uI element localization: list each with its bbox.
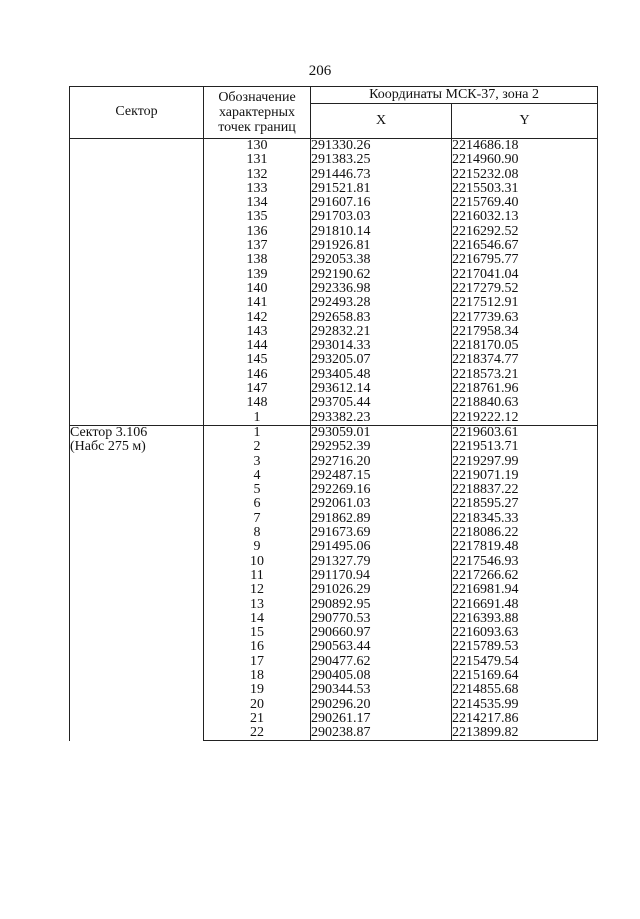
point-number: 138 — [204, 253, 311, 267]
x-coordinate: 293205.07 — [311, 353, 452, 367]
point-number: 143 — [204, 325, 311, 339]
header-coordinates-title: Координаты МСК-37, зона 2 — [311, 87, 598, 104]
y-coordinate: 2217739.63 — [452, 311, 598, 325]
point-number: 3 — [204, 455, 311, 469]
x-coordinate: 292269.16 — [311, 483, 452, 497]
x-coordinate: 292493.28 — [311, 296, 452, 310]
point-number: 17 — [204, 655, 311, 669]
y-coordinate: 2218345.33 — [452, 512, 598, 526]
point-number: 19 — [204, 683, 311, 697]
x-coordinate: 290296.20 — [311, 698, 452, 712]
point-number: 136 — [204, 225, 311, 239]
point-number: 141 — [204, 296, 311, 310]
point-number: 142 — [204, 311, 311, 325]
y-coordinate: 2214535.99 — [452, 698, 598, 712]
x-coordinate: 290238.87 — [311, 726, 452, 741]
x-coordinate: 291170.94 — [311, 569, 452, 583]
x-coordinate: 292832.21 — [311, 325, 452, 339]
sector-cell — [70, 139, 204, 426]
point-number: 131 — [204, 153, 311, 167]
y-coordinate: 2216691.48 — [452, 598, 598, 612]
y-coordinate: 2217266.62 — [452, 569, 598, 583]
point-number: 147 — [204, 382, 311, 396]
y-coordinate: 2216546.67 — [452, 239, 598, 253]
x-coordinate: 292716.20 — [311, 455, 452, 469]
x-coordinate: 290405.08 — [311, 669, 452, 683]
x-coordinate: 292952.39 — [311, 440, 452, 454]
point-number: 9 — [204, 540, 311, 554]
x-coordinate: 291327.79 — [311, 555, 452, 569]
y-coordinate: 2218761.96 — [452, 382, 598, 396]
y-coordinate: 2215789.53 — [452, 640, 598, 654]
coordinates-table — [69, 86, 598, 741]
x-coordinate: 291810.14 — [311, 225, 452, 239]
y-coordinate: 2219513.71 — [452, 440, 598, 454]
point-number: 134 — [204, 196, 311, 210]
y-coordinate: 2218837.22 — [452, 483, 598, 497]
x-coordinate: 290261.17 — [311, 712, 452, 726]
x-coordinate: 293382.23 — [311, 411, 452, 426]
y-coordinate: 2217041.04 — [452, 268, 598, 282]
y-coordinate: 2218840.63 — [452, 396, 598, 410]
point-number: 140 — [204, 282, 311, 296]
page-number: 206 — [308, 63, 332, 79]
y-coordinate: 2215769.40 — [452, 196, 598, 210]
point-number: 12 — [204, 583, 311, 597]
x-coordinate: 293059.01 — [311, 425, 452, 440]
y-coordinate: 2215479.54 — [452, 655, 598, 669]
point-number: 18 — [204, 669, 311, 683]
header-label-line: Обозначение — [218, 90, 296, 105]
point-number: 130 — [204, 139, 311, 154]
x-coordinate: 290892.95 — [311, 598, 452, 612]
y-coordinate: 2215503.31 — [452, 182, 598, 196]
point-number: 10 — [204, 555, 311, 569]
point-number: 1 — [204, 411, 311, 426]
y-coordinate: 2217279.52 — [452, 282, 598, 296]
y-coordinate: 2216292.52 — [452, 225, 598, 239]
point-number: 4 — [204, 469, 311, 483]
x-coordinate: 291026.29 — [311, 583, 452, 597]
y-coordinate: 2219222.12 — [452, 411, 598, 426]
x-coordinate: 292658.83 — [311, 311, 452, 325]
y-coordinate: 2215169.64 — [452, 669, 598, 683]
y-coordinate: 2218170.05 — [452, 339, 598, 353]
point-number: 146 — [204, 368, 311, 382]
sector-cell — [70, 425, 204, 741]
header-sector: Сектор — [70, 87, 204, 139]
point-number: 137 — [204, 239, 311, 253]
y-coordinate: 2214855.68 — [452, 683, 598, 697]
table-row — [70, 425, 598, 440]
sector-group — [70, 425, 598, 741]
point-number: 7 — [204, 512, 311, 526]
x-coordinate: 291703.03 — [311, 210, 452, 224]
point-number: 20 — [204, 698, 311, 712]
point-number: 5 — [204, 483, 311, 497]
table-row — [70, 139, 598, 154]
point-number: 16 — [204, 640, 311, 654]
point-number: 6 — [204, 497, 311, 511]
point-number: 8 — [204, 526, 311, 540]
point-number: 144 — [204, 339, 311, 353]
x-coordinate: 292190.62 — [311, 268, 452, 282]
point-number: 22 — [204, 726, 311, 741]
x-coordinate: 290477.62 — [311, 655, 452, 669]
x-coordinate: 291330.26 — [311, 139, 452, 154]
y-coordinate: 2214686.18 — [452, 139, 598, 154]
x-coordinate: 293014.33 — [311, 339, 452, 353]
x-coordinate: 292053.38 — [311, 253, 452, 267]
point-number: 14 — [204, 612, 311, 626]
y-coordinate: 2218595.27 — [452, 497, 598, 511]
x-coordinate: 291862.89 — [311, 512, 452, 526]
y-coordinate: 2219297.99 — [452, 455, 598, 469]
y-coordinate: 2218374.77 — [452, 353, 598, 367]
y-coordinate: 2217819.48 — [452, 540, 598, 554]
y-coordinate: 2217958.34 — [452, 325, 598, 339]
x-coordinate: 290660.97 — [311, 626, 452, 640]
y-coordinate: 2216795.77 — [452, 253, 598, 267]
y-coordinate: 2218573.21 — [452, 368, 598, 382]
point-number: 148 — [204, 396, 311, 410]
header-x: X — [311, 104, 452, 139]
point-number: 132 — [204, 168, 311, 182]
x-coordinate: 291383.25 — [311, 153, 452, 167]
y-coordinate: 2213899.82 — [452, 726, 598, 741]
y-coordinate: 2217512.91 — [452, 296, 598, 310]
point-number: 15 — [204, 626, 311, 640]
y-coordinate: 2218086.22 — [452, 526, 598, 540]
x-coordinate: 290770.53 — [311, 612, 452, 626]
x-coordinate: 291607.16 — [311, 196, 452, 210]
x-coordinate: 291446.73 — [311, 168, 452, 182]
y-coordinate: 2215232.08 — [452, 168, 598, 182]
table-header — [70, 87, 598, 139]
point-number: 2 — [204, 440, 311, 454]
y-coordinate: 2214960.90 — [452, 153, 598, 167]
x-coordinate: 291521.81 — [311, 182, 452, 196]
sector-name: Сектор 3.106 — [70, 424, 148, 440]
header-label-line: точек границ — [218, 120, 296, 135]
x-coordinate: 293612.14 — [311, 382, 452, 396]
x-coordinate: 290563.44 — [311, 640, 452, 654]
point-number: 11 — [204, 569, 311, 583]
x-coordinate: 293705.44 — [311, 396, 452, 410]
x-coordinate: 292061.03 — [311, 497, 452, 511]
point-number: 1 — [204, 425, 311, 440]
x-coordinate: 292336.98 — [311, 282, 452, 296]
point-number: 139 — [204, 268, 311, 282]
point-number: 133 — [204, 182, 311, 196]
y-coordinate: 2217546.93 — [452, 555, 598, 569]
x-coordinate: 291926.81 — [311, 239, 452, 253]
y-coordinate: 2216393.88 — [452, 612, 598, 626]
point-number: 135 — [204, 210, 311, 224]
sector-height: (Набс 275 м) — [70, 439, 146, 455]
point-number: 145 — [204, 353, 311, 367]
point-number: 21 — [204, 712, 311, 726]
x-coordinate: 291673.69 — [311, 526, 452, 540]
y-coordinate: 2216981.94 — [452, 583, 598, 597]
header-label-line: характерных — [218, 105, 296, 120]
point-number: 13 — [204, 598, 311, 612]
header-point-label — [204, 87, 311, 139]
y-coordinate: 2214217.86 — [452, 712, 598, 726]
x-coordinate: 290344.53 — [311, 683, 452, 697]
y-coordinate: 2219603.61 — [452, 425, 598, 440]
header-y: Y — [452, 104, 598, 139]
x-coordinate: 293405.48 — [311, 368, 452, 382]
sector-group — [70, 139, 598, 426]
x-coordinate: 292487.15 — [311, 469, 452, 483]
y-coordinate: 2216093.63 — [452, 626, 598, 640]
y-coordinate: 2216032.13 — [452, 210, 598, 224]
x-coordinate: 291495.06 — [311, 540, 452, 554]
y-coordinate: 2219071.19 — [452, 469, 598, 483]
